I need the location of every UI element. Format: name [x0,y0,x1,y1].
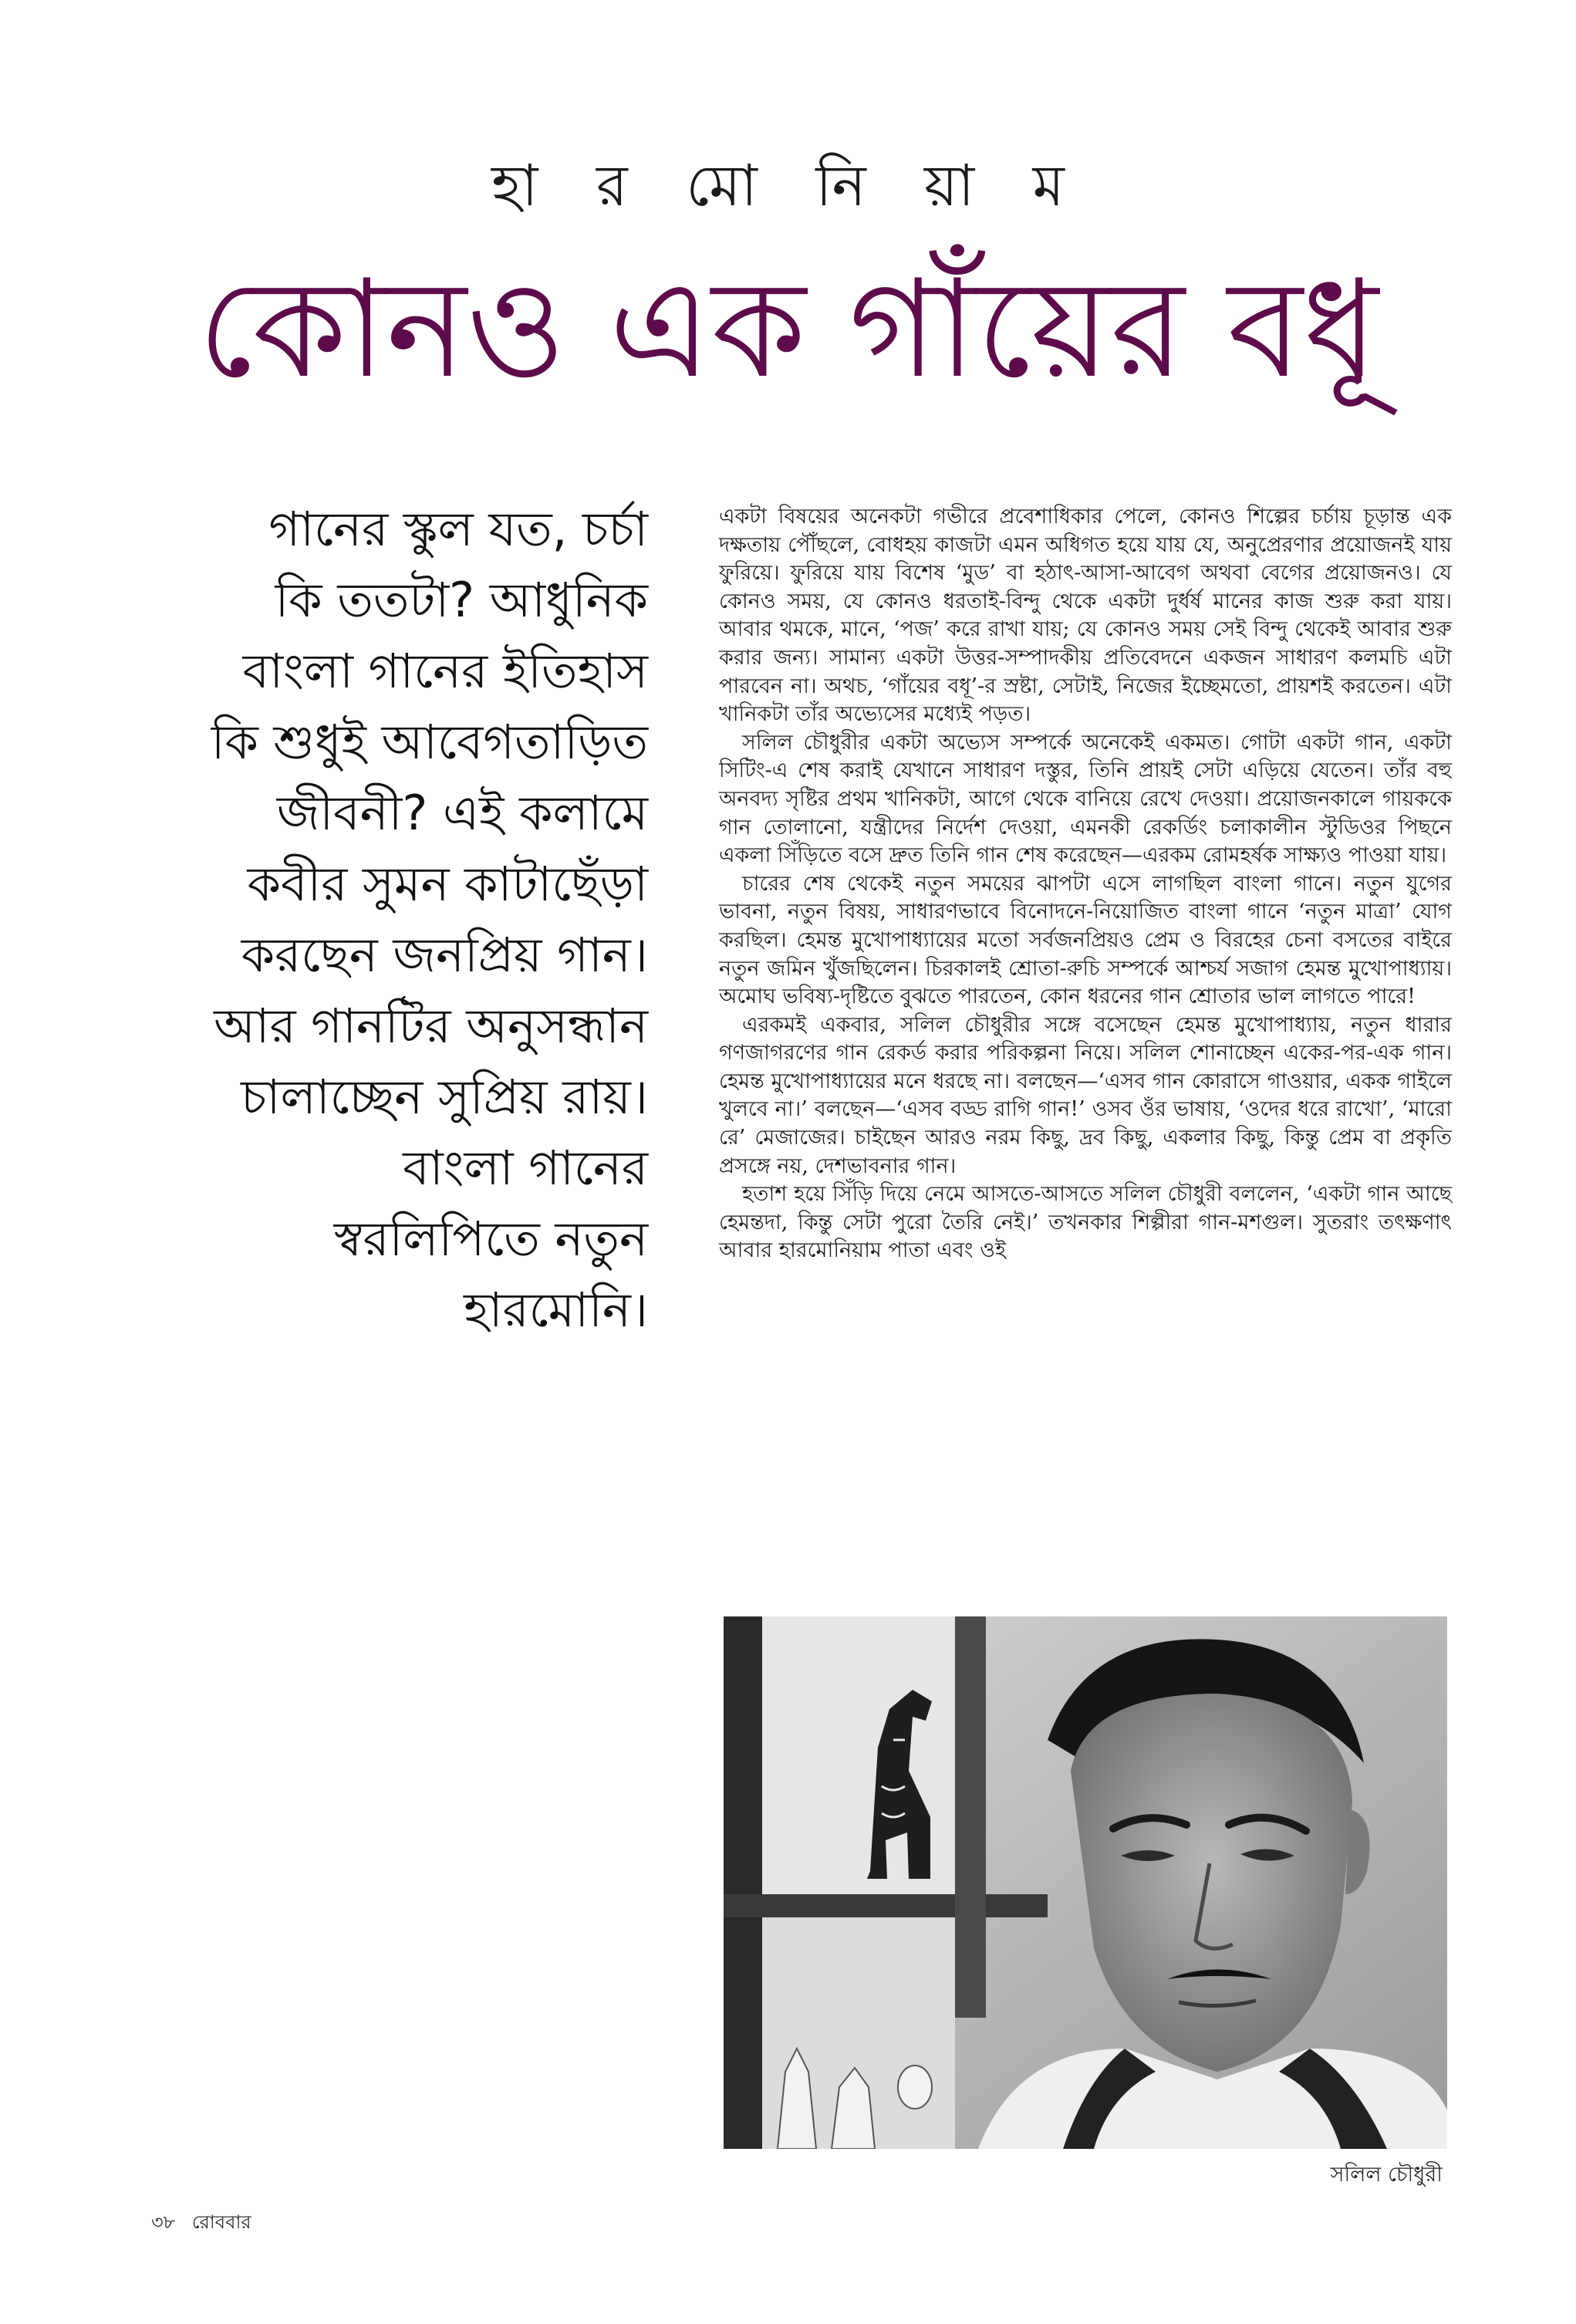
intro-line: হারমোনি। [464,1282,648,1338]
paragraph: চারের শেষ থেকেই নতুন সময়ের ঝাপটা এসে লাগছিল বাংলা গানে। নতুন যুগের ভাবনা, নতুন বিষয়, সাধারণভাবে বিনোদনে-নিয়োজিত বাংলা গানে ‘নতুন মাত্রা’ যোগ করছিল। হেমন্ত মুখোপাধ্যায়ের মতো সর্বজনপ্রিয়ও প্রেম ও বিরহের চেনা বসতের বাইরে নতুন জমিন খুঁজছিলেন। চিরকালই শ্রোতা-রুচি সম্পর্কে আশ্চর্য সজাগ হেমন্ত মুখোপাধ্যায়। অমোঘ ভবিষ্য-দৃষ্টিতে বুঝতে পারতেন, কোন ধরনের গান শ্রোতার ভাল লাগতে পারে! [719,871,1452,1009]
headline: কোনও এক গাঁয়ের বধূ [197,252,1379,408]
portrait-illustration [724,1616,1447,2149]
intro-line: স্বরলিপিতে নতুন [333,1211,648,1267]
paragraph: সলিল চৌধুরীর একটা অভ্যেস সম্পর্কে অনেকেই একমত। গোটা একটা গান, একটা সিটিং-এ শেষ করাই যেখানে সাধারণ দস্তুর, তিনি প্রায়ই সেটা এড়িয়ে যেতেন। তাঁর বহু অনবদ্য সৃষ্টির প্রথম খানিকটা, আগে থেকে বানিয়ে রেখে দেওয়া। প্রয়োজনকালে গায়ককে গান তোলানো, যন্ত্রীদের নির্দেশ দেওয়া, এমনকী রেকর্ডিং চলাকালীন স্টুডিওর পিছনে একলা সিঁড়িতে বসে দ্রুত তিনি গান শেষ করেছেন—এরকম রোমহর্ষক সাক্ষ্যও পাওয়া যায়। [719,730,1452,868]
paragraph: হতাশ হয়ে সিঁড়ি দিয়ে নেমে আসতে-আসতে সলিল চৌধুরী বললেন, ‘একটা গান আছে হেমন্তদা, কিন্তু সেটা পুরো তৈরি নেই।’ তখনকার শিল্পীরা গান-মশগুল। সুতরাং তৎক্ষণাৎ আবার হারমোনিয়াম পাতা এবং ওই [719,1182,1452,1263]
intro-line: করছেন জনপ্রিয় গান। [241,927,648,983]
paragraph: একটা বিষয়ের অনেকটা গভীরে প্রবেশাধিকার পেলে, কোনও শিল্পের চর্চায় চূড়ান্ত এক দক্ষতায় পৌঁছলে, বোধহয় কাজটা এমন অধিগত হয়ে যায় যে, অনুপ্রেরণার প্রয়োজনই যায় ফুরিয়ে। ফুরিয়ে যায় বিশেষ ‘মুড’ বা হঠাৎ-আসা-আবেগ অথবা বেগের প্রয়োজনও। যে কোনও সময়, যে কোনও ধরতাই-বিন্দু থেকে একটা দুর্ধর্ষ মানের কাজ শুরু করা যায়। আবার থমকে, মানে, ‘পজ’ করে রাখা যায়; যে কোনও সময় সেই বিন্দু থেকেই আবার শুরু করার জন্য। সামান্য একটা উত্তর-সম্পাদকীয় প্রতিবেদনে একজন সাধারণ কলমচি এটা পারবেন না। অথচ, ‘গাঁয়ের বধূ’-র স্রষ্টা, সেটাই, নিজের ইচ্ছেমতো, প্রায়শই করতেন। এটা খানিকটা তাঁর অভ্যেসের মধ্যেই পড়ত। [719,505,1452,727]
page-footer [151,2208,251,2239]
intro-line: কি শুধুই আবেগতাড়িত [211,714,648,770]
intro-blurb [116,494,648,1346]
section-kicker: হা র মো নি য়া ম [491,153,1085,219]
intro-line: কি ততটা? আধুনিক [275,572,648,628]
publication-name: রোববার [191,2211,251,2233]
intro-line: বাংলা গানের [403,1140,648,1196]
intro-line: চালাচ্ছেন সুপ্রিয় রায়। [241,1069,648,1125]
intro-line: বাংলা গানের ইতিহাস [242,643,648,699]
article-body [719,503,1452,1265]
intro-line: জীবনী? এই কলামে [276,785,648,841]
paragraph: এরকমই একবার, সলিল চৌধুরীর সঙ্গে বসেছেন হেমন্ত মুখোপাধ্যায়, নতুন ধারার গণজাগরণের গান রেকর্ড করার পরিকল্পনা নিয়ে। সলিল শোনাচ্ছেন একের-পর-এক গান। হেমন্ত মুখোপাধ্যায়ের মনে ধরছে না। বলছেন—‘এসব গান কোরাসে গাওয়ার, একক গাইলে খুলবে না।’ বলছেন—‘এসব বড্ড রাগি গান!’ ওসব ওঁর ভাষায়, ‘ওদের ধরে রাখো’, ‘মারো রে’ মেজাজের। চাইছেন আরও নরম কিছু, দ্রব কিছু, একলার কিছু, কিন্তু প্রেম বা প্রকৃতি প্রসঙ্গে নয়, দেশভাবনার গান। [719,1012,1452,1178]
intro-line: আর গানটির অনুসন্ধান [214,998,648,1054]
page-number: ৩৮ [151,2211,176,2233]
intro-line: কবীর সুমন কাটাছেঁড়া [247,856,648,912]
intro-line: গানের স্কুল যত, চর্চা [268,501,648,557]
photo-caption: সলিল চৌধুরী [1330,2163,1443,2187]
portrait-photo [724,1616,1447,2149]
